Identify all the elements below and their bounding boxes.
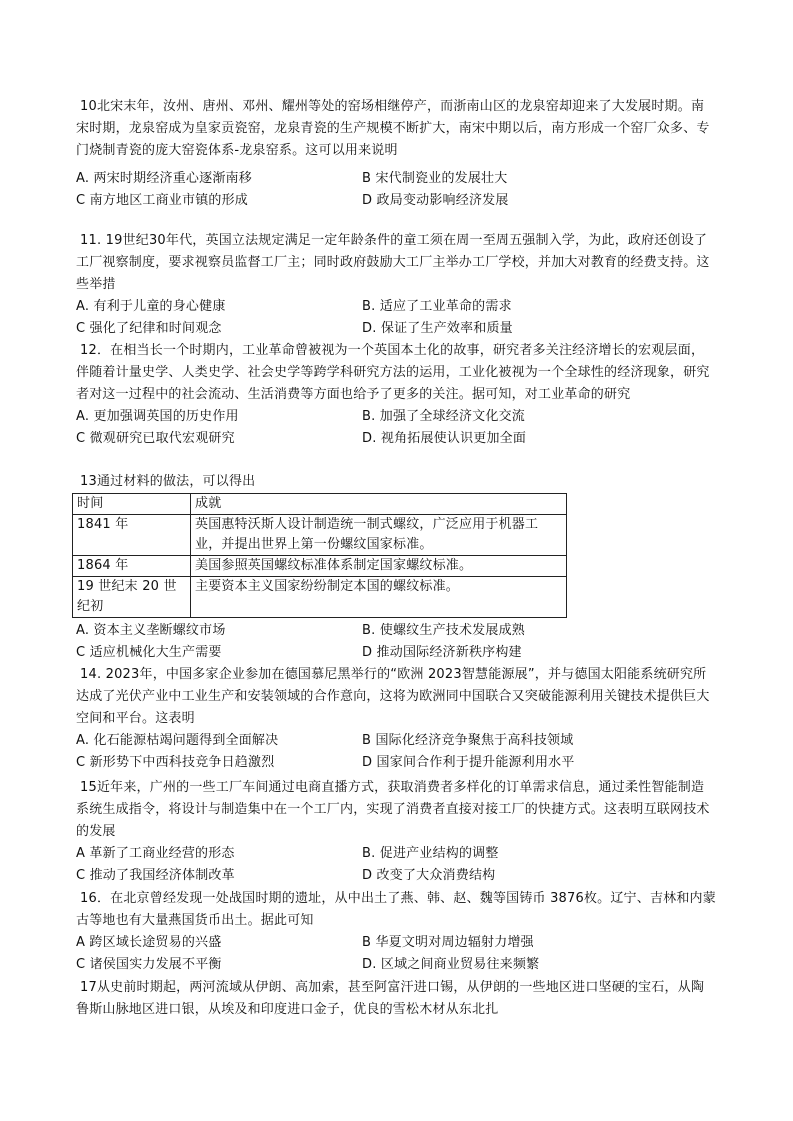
option-a: A. 两宋时期经济重心逐渐南移	[76, 171, 252, 186]
question-17	[76, 977, 716, 1021]
option-a: A 革新了工商业经营的形态	[76, 846, 235, 861]
option-c: C 强化了纪律和时间观念	[76, 321, 222, 336]
option-a: A 跨区域长途贸易的兴盛	[76, 935, 222, 950]
question-12	[76, 340, 716, 450]
option-d: D 推动国际经济新秩序构建	[362, 645, 522, 660]
option-b: B 国际化经济竞争聚焦于高科技领域	[362, 733, 574, 748]
question-stem: 12．在相当长一个时期内，工业革命曾被视为一个英国本土化的故事，研究者多关注经济增长的宏观层面，伴随着计量史学、人类史学、社会史学等跨学科研究方法的运用，工业化被视为一个全球性的经济现象，研究者对这一过程中的社会流动、生活消费等方面也给予了更多的关注。据可知，对工业革命的研究	[76, 343, 710, 402]
table-header-row	[73, 494, 567, 515]
question-stem: 15近年来，广州的一些工厂车间通过电商直播方式，获取消费者多样化的订单需求信息，通过柔性智能制造系统生成指令，将设计与制造集中在一个工厂内，实现了消费者直接对接工厂的快捷方式。这表明互联网技术的发展	[76, 780, 710, 839]
question-16	[76, 888, 716, 976]
option-b: B. 适应了工业革命的需求	[362, 299, 512, 314]
table-row	[73, 556, 567, 577]
question-stem: 11. 19世纪30年代，英国立法规定满足一定年龄条件的童工须在周一至周五强制入学，为此，政府还创设了工厂视察制度，要求视察员监督工厂主；同时政府鼓励大工厂主举办工厂学校，并加大对教育的经费支持。这些举措	[76, 233, 710, 292]
option-b: B. 使螺纹生产技术发展成熟	[362, 623, 525, 638]
option-c: C 适应机械化大生产需要	[76, 645, 222, 660]
question-stem: 17从史前时期起，两河流域从伊朗、高加索，甚至阿富汗进口锡，从伊朗的一些地区进口坚硬的宝石，从陶鲁斯山脉地区进口银，从埃及和印度进口金子，优良的雪松木材从东北扎	[76, 980, 705, 1017]
table-row	[73, 577, 567, 618]
question-13	[76, 471, 716, 664]
option-d: D 政局变动影响经济发展	[362, 193, 509, 208]
material-table	[72, 493, 567, 618]
option-a: A. 有利于儿童的身心健康	[76, 299, 226, 314]
option-c: C 新形势下中西科技竞争日趋激烈	[76, 755, 275, 770]
question-11	[76, 230, 716, 340]
options-grid	[76, 406, 716, 450]
option-b: B. 促进产业结构的调整	[362, 846, 499, 861]
question-stem: 13通过材料的做法，可以得出	[80, 474, 256, 489]
table-cell: 英国惠特沃斯人设计制造统一制式螺纹，广泛应用于机器工业，并提出世界上第一份螺纹国家标准。	[191, 515, 567, 556]
option-d: D 改变了大众消费结构	[362, 868, 496, 883]
table-header-cell: 时间	[73, 494, 191, 515]
question-stem: 16．在北京曾经发现一处战国时期的遗址，从中出土了燕、韩、赵、魏等国铸币 3876枚。辽宁、吉林和内蒙古等地也有大量燕国货币出土。据此可知	[76, 891, 716, 928]
option-a: A. 更加强调英国的历史作用	[76, 409, 239, 424]
option-b: B. 加强了全球经济文化交流	[362, 409, 525, 424]
question-15	[76, 777, 716, 887]
option-d: D. 保证了生产效率和质量	[362, 321, 513, 336]
option-d: D 国家间合作利于提升能源利用水平	[362, 755, 575, 770]
table-cell: 主要资本主义国家纷纷制定本国的螺纹标准。	[191, 577, 567, 618]
options-grid	[76, 296, 716, 340]
option-a: A. 资本主义垄断螺纹市场	[76, 623, 226, 638]
option-c: C 微观研究已取代宏观研究	[76, 431, 235, 446]
table-cell: 1841 年	[73, 515, 191, 556]
option-b: B 华夏文明对周边辐射力增强	[362, 935, 534, 950]
option-b: B 宋代制瓷业的发展壮大	[362, 171, 508, 186]
option-d: D. 视角拓展使认识更加全面	[362, 431, 527, 446]
option-c: C 南方地区工商业市镇的形成	[76, 193, 249, 208]
table-cell: 19 世纪末 20 世纪初	[73, 577, 191, 618]
table-cell: 美国参照英国螺纹标准体系制定国家螺纹标准。	[191, 556, 567, 577]
option-d: D. 区域之间商业贸易往来频繁	[362, 957, 540, 972]
option-a: A. 化石能源枯竭问题得到全面解决	[76, 733, 279, 748]
question-stem: 14. 2023年，中国多家企业参加在德国慕尼黑举行的“欧洲 2023智慧能源展”，并与德国太阳能系统研究所达成了光伏产业中工业生产和安装领域的合作意向，这将为欧洲同中国联合又突破能源利用关键技术提供巨大空间和平台。这表明	[76, 667, 710, 726]
question-14	[76, 664, 716, 774]
option-c: C 诸侯国实力发展不平衡	[76, 957, 222, 972]
table-row	[73, 515, 567, 556]
options-grid	[76, 730, 716, 774]
options-grid	[76, 932, 716, 976]
table-header-cell: 成就	[191, 494, 567, 515]
options-grid	[76, 843, 716, 887]
option-c: C 推动了我国经济体制改革	[76, 868, 235, 883]
options-grid	[76, 620, 716, 664]
question-stem: 10北宋末年，汝州、唐州、邓州、耀州等处的窑场相继停产，而浙南山区的龙泉窑却迎来了大发展时期。南宋时期，龙泉窑成为皇家贡瓷窑，龙泉青瓷的生产规模不断扩大，南宋中期以后，南方形成一个窑厂众多、专门烧制青瓷的庞大窑瓷体系-龙泉窑系。这可以用来说明	[76, 99, 710, 158]
options-grid	[76, 168, 716, 212]
question-10	[76, 96, 716, 212]
table-cell: 1864 年	[73, 556, 191, 577]
